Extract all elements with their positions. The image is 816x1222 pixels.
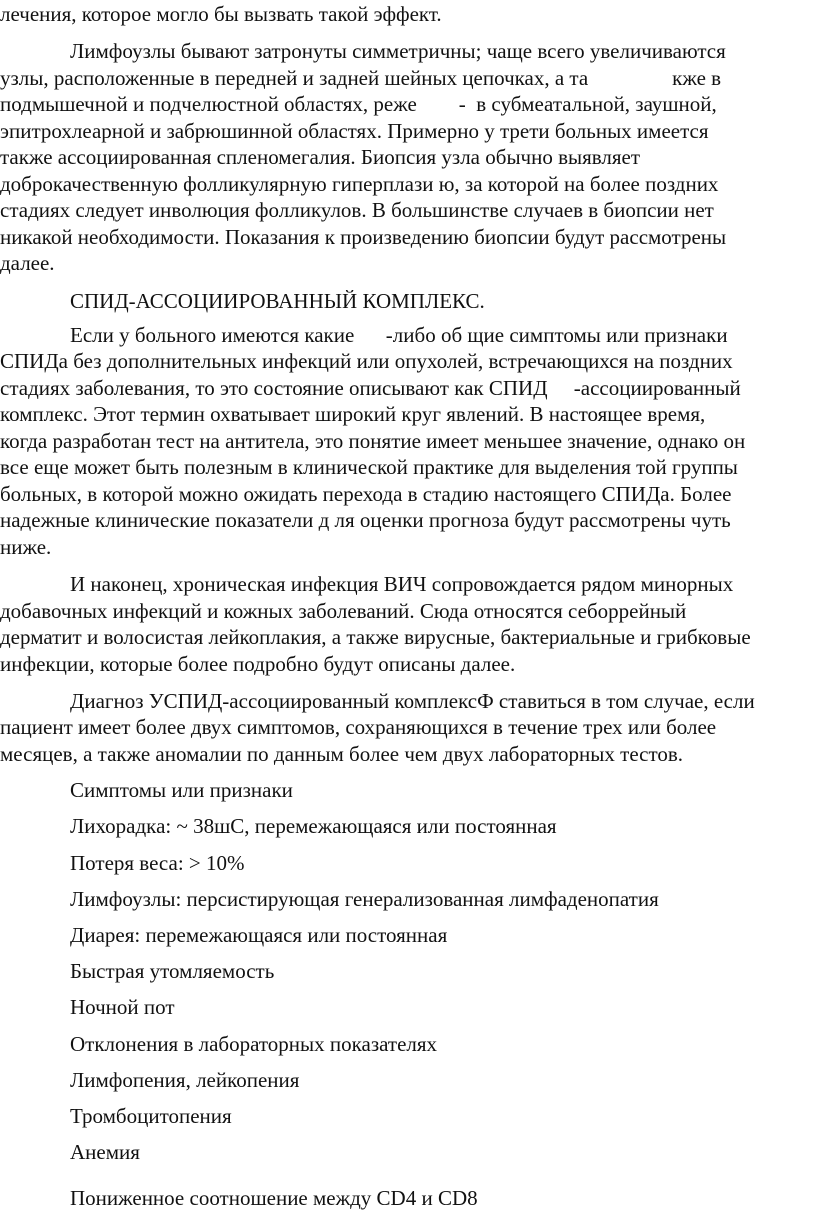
list-item-thrombocytopenia: Тромбоцитопения	[70, 1104, 232, 1128]
list-heading-lab: Отклонения в лабораторных показателях	[70, 1032, 438, 1056]
list-item-fever: Лихорадка: ~ 38шС, перемежающаяся или постоянная	[70, 814, 557, 838]
paragraph-diagnosis-line-1: Диагноз УСПИД-ассоциированный комплексФ ставиться в том случае, если	[70, 689, 755, 713]
list-item-cd4-cd8: Пониженное соотношение между CD4 и CD8	[70, 1186, 478, 1210]
paragraph-lymph-line-2: узлы, расположенные в передней и задней шейных цепочках, а та кже в	[0, 66, 722, 90]
paragraph-arc-line-9: ниже.	[0, 535, 52, 559]
paragraph-lymph-line-8: никакой необходимости. Показания к произведению биопсии будут рассмотрены	[0, 225, 727, 249]
paragraph-chronic-line-3: дерматит и волосистая лейкоплакия, а также вирусные, бактериальные и грибковые	[0, 625, 751, 649]
paragraph-arc-line-1: Если у больного имеются какие -либо об щие симптомы или признаки	[70, 323, 728, 347]
list-item-lymphopenia: Лимфопения, лейкопения	[70, 1068, 300, 1092]
list-item-weight-loss: Потеря веса: > 10%	[70, 851, 245, 875]
paragraph-diagnosis-line-3: месяцев, а также аномалии по данным более чем двух лабораторных тестов.	[0, 742, 684, 766]
paragraph-arc-line-8: надежные клинические показатели д ля оценки прогноза будут рассмотрены чуть	[0, 508, 731, 532]
list-item-fatigue: Быстрая утомляемость	[70, 959, 275, 983]
paragraph-arc-line-3: стадиях заболевания, то это состояние описывают как СПИД -ассоциированный	[0, 376, 741, 400]
paragraph-lymph-line-3: подмышечной и подчелюстной областях, реже - в субмеатальной, заушной,	[0, 92, 717, 116]
text-line-1: лечения, которое могло бы вызвать такой эффект.	[0, 2, 442, 26]
paragraph-diagnosis-line-2: пациент имеет более двух симптомов, сохраняющихся в течение трех или более	[0, 715, 717, 739]
list-item-night-sweats: Ночной пот	[70, 995, 175, 1019]
paragraph-arc-line-7: больных, в которой можно ожидать перехода в стадию настоящего СПИДа. Более	[0, 482, 732, 506]
paragraph-lymph-line-1: Лимфоузлы бывают затронуты симметричны; чаще всего увеличиваются	[70, 39, 726, 63]
paragraph-arc-line-4: комплекс. Этот термин охватывает широкий круг явлений. В настоящее время,	[0, 402, 706, 426]
paragraph-lymph-line-5: также ассоциированная спленомегалия. Биопсия узла обычно выявляет	[0, 145, 641, 169]
paragraph-chronic-line-4: инфекции, которые более подробно будут описаны далее.	[0, 652, 516, 676]
list-item-lymph-nodes: Лимфоузлы: персистирующая генерализованная лимфаденопатия	[70, 887, 659, 911]
list-item-diarrhea: Диарея: перемежающаяся или постоянная	[70, 923, 448, 947]
paragraph-arc-line-6: все еще может быть полезным в клинической практике для выделения той группы	[0, 455, 738, 479]
paragraph-arc-line-2: СПИДа без дополнительных инфекций или опухолей, встречающихся на поздних	[0, 349, 733, 373]
paragraph-lymph-line-7: стадиях следует инволюция фолликулов. В большинстве случаев в биопсии нет	[0, 198, 714, 222]
list-heading-symptoms: Симптомы или признаки	[70, 778, 293, 802]
paragraph-lymph-line-9: далее.	[0, 251, 55, 275]
paragraph-lymph-line-6: доброкачественную фолликулярную гиперплази ю, за которой на более поздних	[0, 172, 719, 196]
section-heading: СПИД-АССОЦИИРОВАННЫЙ КОМПЛЕКС.	[70, 289, 485, 313]
list-item-anemia: Анемия	[70, 1140, 140, 1164]
paragraph-chronic-line-1: И наконец, хроническая инфекция ВИЧ сопровождается рядом минорных	[70, 572, 734, 596]
paragraph-chronic-line-2: добавочных инфекций и кожных заболеваний. Сюда относятся себоррейный	[0, 599, 687, 623]
paragraph-lymph-line-4: эпитрохлеарной и забрюшинной областях. Примерно у трети больных имеется	[0, 119, 709, 143]
paragraph-arc-line-5: когда разработан тест на антитела, это понятие имеет меньшее значение, однако он	[0, 429, 746, 453]
